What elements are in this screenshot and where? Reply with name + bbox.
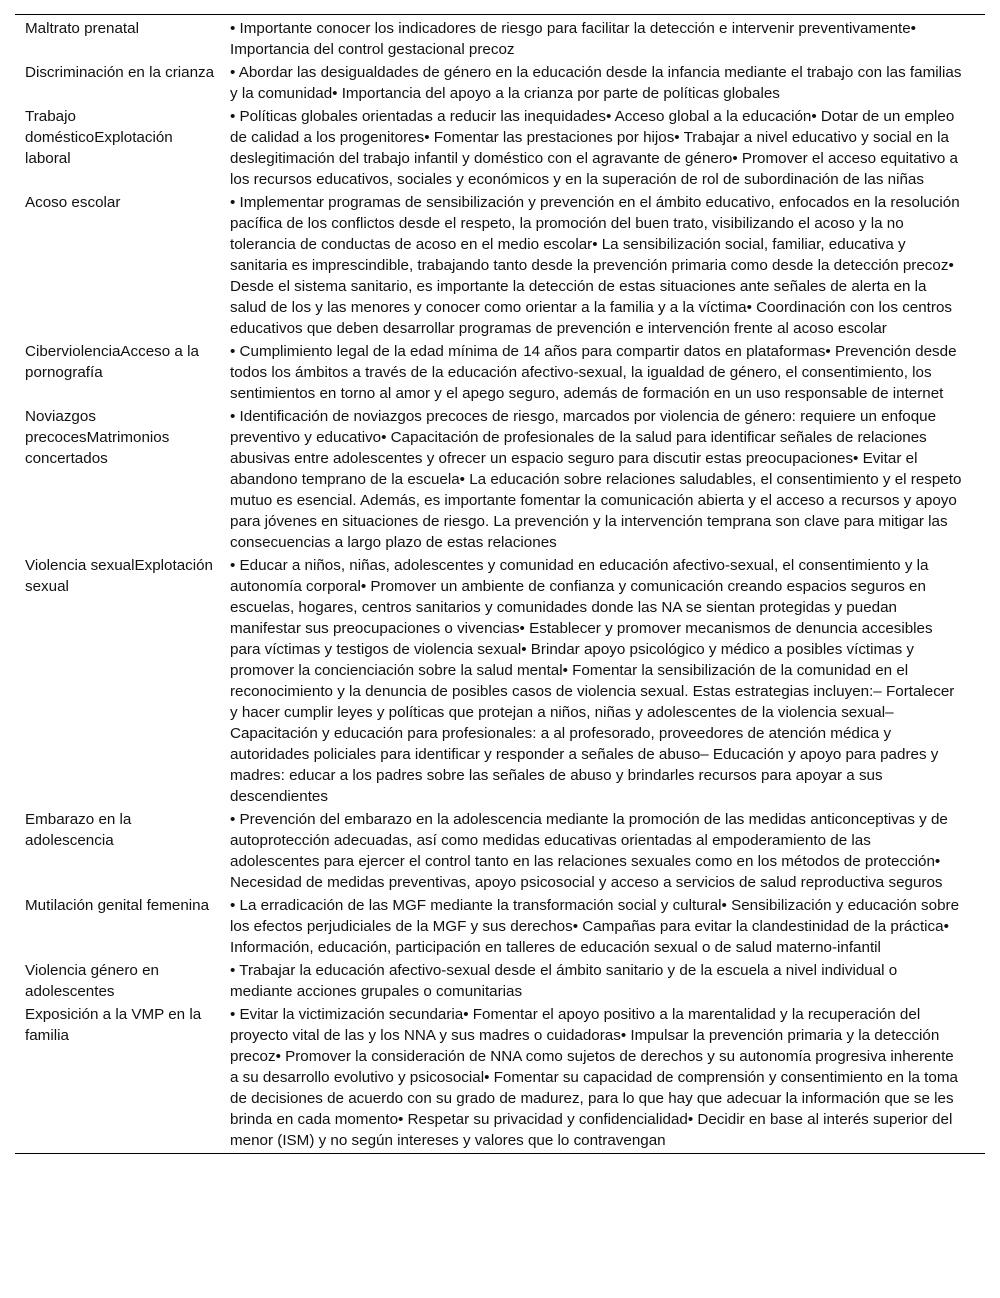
table-row — [15, 958, 985, 1002]
strategies-cell: • Abordar las desigualdades de género en la educación desde la infancia mediante el trabajo con las familias y la comunidad• Importancia del apoyo a la crianza por parte de políticas globales — [230, 64, 962, 102]
topic-cell: Noviazgos precocesMatrimonios concertados — [25, 408, 170, 467]
strategies-cell: • Importante conocer los indicadores de riesgo para facilitar la detección e intervenir preventivamente• Importancia del control gestacional precoz — [230, 20, 916, 58]
strategies-cell: • Implementar programas de sensibilización y prevención en el ámbito educativo, enfocados en la resolución pacífica de los conflictos desde el respeto, la promoción del buen trato, visibilizando el acoso y la no tolerancia de conductas de acoso en el medio escolar• La sensibilización social, familiar, educativa y sanitaria es imprescindible, trabajando tanto desde la prevención primaria como desde la detección precoz• Desde el sistema sanitario, es importante la detección de estas situaciones ante señales de alerta en la salud de los y las menores y conocer como orientar a la familia y a la víctima• Coordinación con los centros educativos que deben desarrollar programas de prevención e intervención frente al acoso escolar — [230, 194, 960, 337]
strategies-cell: • Políticas globales orientadas a reducir las inequidades• Acceso global a la educación• Dotar de un empleo de calidad a los progenitores• Fomentar las prestaciones por hijos• Trabajar a nivel educativo y social en la deslegitimación del trabajo infantil y doméstico con el agravante de género• Promover el acceso equitativo a los recursos educativos, sociales y económicos y en la superación de rol de subordinación de las niñas — [230, 108, 958, 188]
table-row — [15, 339, 985, 404]
table-row — [15, 893, 985, 958]
table-row — [15, 60, 985, 104]
strategies-cell: • La erradicación de las MGF mediante la transformación social y cultural• Sensibilización y educación sobre los efectos perjudiciales de la MGF y sus derechos• Campañas para evitar la clandestinidad de la práctica• Información, educación, participación en talleres de educación sexual o de salud materno-infantil — [230, 897, 960, 956]
table — [15, 15, 985, 1153]
table-row — [15, 404, 985, 553]
topic-cell: Trabajo domésticoExplotación laboral — [25, 108, 173, 167]
topic-cell: Exposición a la VMP en la familia — [25, 1006, 202, 1044]
strategies-cell: • Prevención del embarazo en la adolescencia mediante la promoción de las medidas anticonceptivas y de autoprotección adecuadas, así como medidas educativas orientadas al empoderamiento de las adolescentes para ejercer el control tanto en las relaciones sexuales como en los métodos de protección• Necesidad de medidas preventivas, apoyo psicosocial y acceso a servicios de salud reproductiva seguros — [230, 811, 948, 891]
topic-cell: Maltrato prenatal — [25, 20, 139, 37]
topic-cell: Embarazo en la adolescencia — [25, 811, 132, 849]
table-row — [15, 190, 985, 339]
topic-cell: Violencia género en adolescentes — [25, 962, 159, 1000]
strategies-cell: • Trabajar la educación afectivo-sexual desde el ámbito sanitario y de la escuela a nivel individual o mediante acciones grupales o comunitarias — [230, 962, 898, 1000]
table-row — [15, 807, 985, 893]
strategies-cell: • Educar a niños, niñas, adolescentes y comunidad en educación afectivo-sexual, el consentimiento y la autonomía corporal• Promover un ambiente de confianza y comunicación creando espacios seguros en escuelas, hogares, centros sanitarios y comunidades donde las NA se sientan protegidas y puedan manifestar sus preocupaciones o vivencias• Establecer y promover mecanismos de denuncia accesibles para víctimas y testigos de violencia sexual• Brindar apoyo psicológico y médico a posibles víctimas y promover la concienciación sobre la salud mental• Fomentar la sensibilización de la comunidad en el reconocimiento y la denuncia de posibles casos de violencia sexual. Estas estrategias incluyen:– Fortalecer y hacer cumplir leyes y políticas que protejan a niños, niñas y adolescentes de la violencia sexual– Capacitación y educación para profesionales: a al profesorado, proveedores de atención médica y autoridades policiales para identificar y responder a señales de abuso– Educación y apoyo para padres y madres: educar a los padres sobre las señales de abuso y brindarles recursos para apoyar a sus descendientes — [230, 557, 955, 805]
strategies-cell: • Cumplimiento legal de la edad mínima de 14 años para compartir datos en plataformas• Prevención desde todos los ámbitos a través de la educación afectivo-sexual, la igualdad de género, el consentimiento, los sentimientos en torno al amor y el apego seguro, además de formación en un uso responsable de internet — [230, 343, 957, 402]
table-row — [15, 1002, 985, 1153]
topic-cell: CiberviolenciaAcceso a la pornografía — [25, 343, 199, 381]
strategies-cell: • Identificación de noviazgos precoces de riesgo, marcados por violencia de género: requiere un enfoque preventivo y educativo• Capacitación de profesionales de la salud para identificar señales de relaciones abusivas entre adolescentes y ofrecer un espacio seguro para discutir estas preocupaciones• Evitar el abandono temprano de la escuela• La educación sobre relaciones saludables, el consentimiento y el respeto mutuo es esencial. Además, es importante fomentar la comunicación abierta y el acceso a recursos y apoyo para jóvenes en situaciones de riesgo. La prevención y la intervención temprana son clave para mitigar las consecuencias a largo plazo de estas relaciones — [230, 408, 962, 551]
table-row — [15, 553, 985, 807]
prevention-strategies-table — [15, 14, 985, 1154]
table-row — [15, 104, 985, 190]
topic-cell: Mutilación genital femenina — [25, 897, 210, 914]
table-row — [15, 15, 985, 60]
topic-cell: Discriminación en la crianza — [25, 64, 215, 81]
strategies-cell: • Evitar la victimización secundaria• Fomentar el apoyo positivo a la marentalidad y la recuperación del proyecto vital de las y los NNA y sus madres o cuidadoras• Impulsar la prevención primaria y la detección precoz• Promover la consideración de NNA como sujetos de derechos y su autonomía progresiva inherente a su desarrollo evolutivo y psicosocial• Fomentar su capacidad de comprensión y consentimiento en la toma de decisiones de acuerdo con su grado de madurez, para lo que hay que adecuar la información que se les brinda en cada momento• Respetar su privacidad y confidencialidad• Decidir en base al interés superior del menor (ISM) y no según intereses y valores que lo contravengan — [230, 1006, 958, 1149]
topic-cell: Acoso escolar — [25, 194, 121, 211]
topic-cell: Violencia sexualExplotación sexual — [25, 557, 213, 595]
